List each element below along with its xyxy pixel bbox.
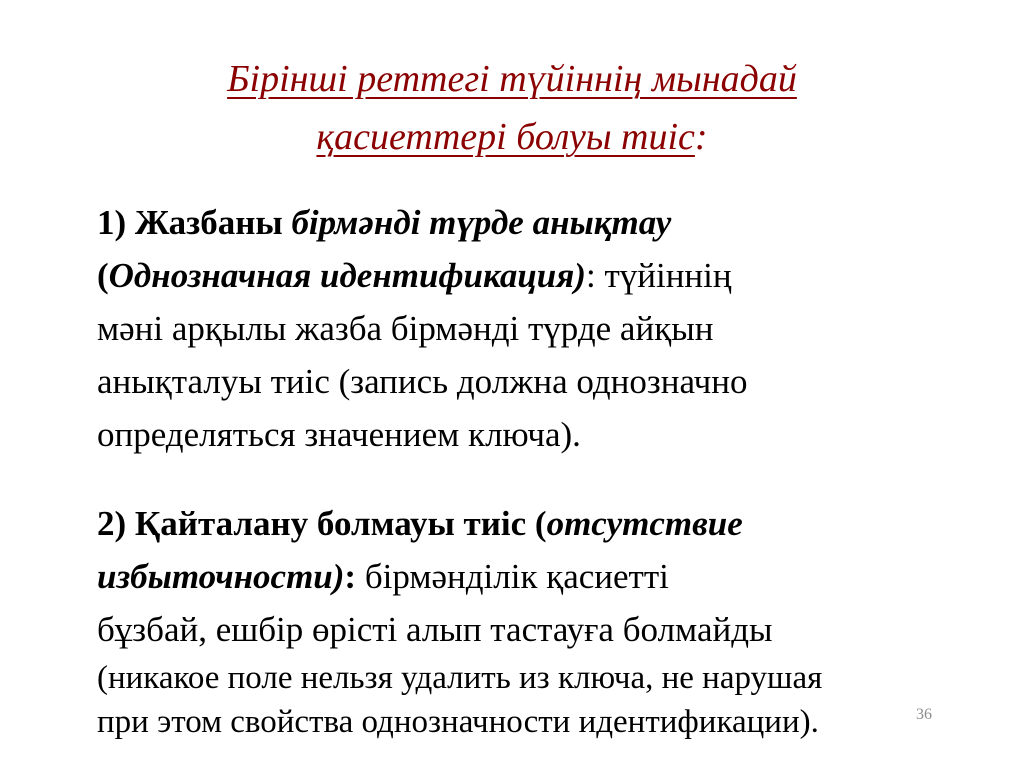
- title-line-2: [60, 108, 964, 166]
- slide-title: [60, 50, 964, 166]
- title-line-1: Бірінші реттегі түйіннің мынадай: [227, 58, 797, 100]
- item1-number: 1) Жазбаны: [97, 203, 292, 242]
- slide-number: 36: [916, 706, 932, 723]
- list-item-2: [97, 497, 977, 744]
- title-line-2-text: қасиеттері болуы тиіс: [316, 116, 695, 158]
- item2-text-3: (никакое поле нельзя удалить из ключа, не нарушая: [97, 660, 823, 696]
- item2-term-ru-2: избыточности): [97, 557, 345, 596]
- title-colon: :: [694, 116, 708, 158]
- item1-term-kz: бірмәнді түрде анықтау: [291, 203, 672, 242]
- item2-text-1: бірмәнділік қасиетті: [364, 557, 669, 596]
- item1-text-1: түйіннің: [604, 256, 732, 295]
- item1-text-2: мәні арқылы жазба бірмәнді түрде айқын: [97, 309, 714, 348]
- item2-heading: 2) Қайталану болмауы тиіс (: [97, 504, 547, 543]
- item1-text-3: анықталуы тиіс (запись должна однозначно: [97, 362, 748, 401]
- item1-paren: (: [97, 256, 109, 295]
- item1-text-4: определяться значением ключа).: [97, 415, 581, 454]
- item1-term-ru: Однозначная идентификация): [108, 256, 586, 295]
- item2-text-4: при этом свойства однозначности идентификации).: [97, 704, 819, 740]
- item1-colon: :: [585, 256, 605, 295]
- item2-term-ru-1: отсутствие: [546, 504, 743, 543]
- list-item-1: [97, 196, 977, 461]
- item2-text-2: бұзбай, ешбір өрісті алып тастауға болмайды: [97, 610, 773, 649]
- item2-colon: :: [344, 557, 365, 596]
